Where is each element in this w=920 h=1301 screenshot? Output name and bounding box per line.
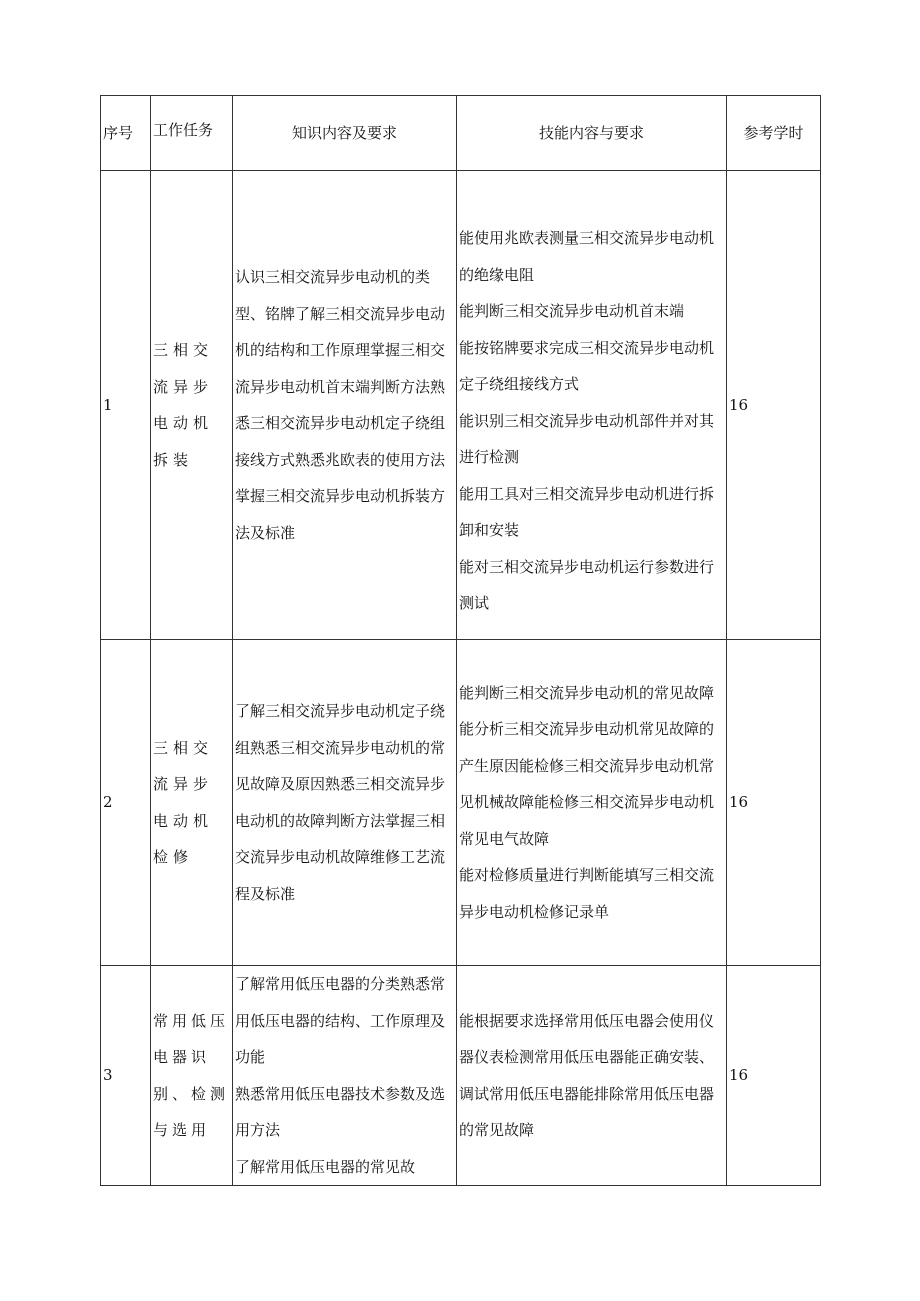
header-task: 工作任务 (151, 96, 233, 171)
table-row (101, 171, 821, 640)
cell-task: 三相交流异步电动机拆装 (151, 171, 233, 640)
cell-knowledge (233, 966, 457, 1186)
skill-line: 能识别三相交流异步电动机部件并对其进行检测 (459, 411, 715, 467)
skill-line: 能使用兆欧表测量三相交流异步电动机的绝缘电阻 (459, 229, 715, 284)
cell-knowledge: 认识三相交流异步电动机的类型、铭牌了解三相交流异步电动机的结构和工作原理掌握三相交流异步电动机首末端判断方法熟悉三相交流异步电动机定子绕组接线方式熟悉兆欧表的使用方法掌握三相交流异步电动机拆装方法及标准 (233, 171, 457, 640)
cell-task: 三相交流异步电动机检修 (151, 640, 233, 966)
cell-hours: 16 (727, 966, 821, 1186)
cell-seq: 1 (101, 171, 151, 640)
cell-skill (457, 640, 727, 966)
course-table (100, 95, 821, 1186)
cell-hours: 16 (727, 171, 821, 640)
header-skill: 技能内容与要求 (457, 96, 727, 171)
cell-task: 常用低压电器识别、检测与选用 (151, 966, 233, 1186)
knowledge-line: 了解常用低压电器的分类熟悉常用低压电器的结构、工作原理及功能 (235, 975, 446, 1066)
cell-hours: 16 (727, 640, 821, 966)
skill-line: 能对三相交流异步电动机运行参数进行测试 (459, 557, 715, 613)
skill-line: 能判断三相交流异步电动机首末端 (459, 302, 685, 321)
cell-seq: 2 (101, 640, 151, 966)
skill-line: 能对检修质量进行判断能填写三相交流异步电动机检修记录单 (459, 866, 715, 921)
skill-line: 能分析三相交流异步电动机常见故障的产生原因能检修三相交流异步电动机常见机械故障能检修三相交流异步电动机常见电气故障 (459, 720, 715, 848)
skill-line: 能用工具对三相交流异步电动机进行拆卸和安装 (459, 484, 715, 540)
cell-seq: 3 (101, 966, 151, 1186)
header-knowledge: 知识内容及要求 (233, 96, 457, 171)
table-header-row (101, 96, 821, 171)
cell-knowledge: 了解三相交流异步电动机定子绕组熟悉三相交流异步电动机的常见故障及原因熟悉三相交流异步电动机的故障判断方法掌握三相交流异步电动机故障维修工艺流程及标准 (233, 640, 457, 966)
knowledge-line: 熟悉常用低压电器技术参数及选用方法 (235, 1084, 446, 1139)
table-row (101, 640, 821, 966)
cell-skill: 能根据要求选择常用低压电器会使用仪器仪表检测常用低压电器能正确安装、调试常用低压电器能排除常用低压电器的常见故障 (457, 966, 727, 1186)
cell-skill (457, 171, 727, 640)
table-row (101, 966, 821, 1186)
knowledge-line: 了解常用低压电器的常见故 (235, 1157, 416, 1176)
skill-line: 能按铭牌要求完成三相交流异步电动机 (459, 338, 715, 357)
skill-line: 定子绕组接线方式 (459, 375, 580, 394)
header-seq: 序号 (101, 96, 151, 171)
header-hours: 参考学时 (727, 96, 821, 171)
skill-line: 能判断三相交流异步电动机的常见故障 (459, 683, 715, 702)
